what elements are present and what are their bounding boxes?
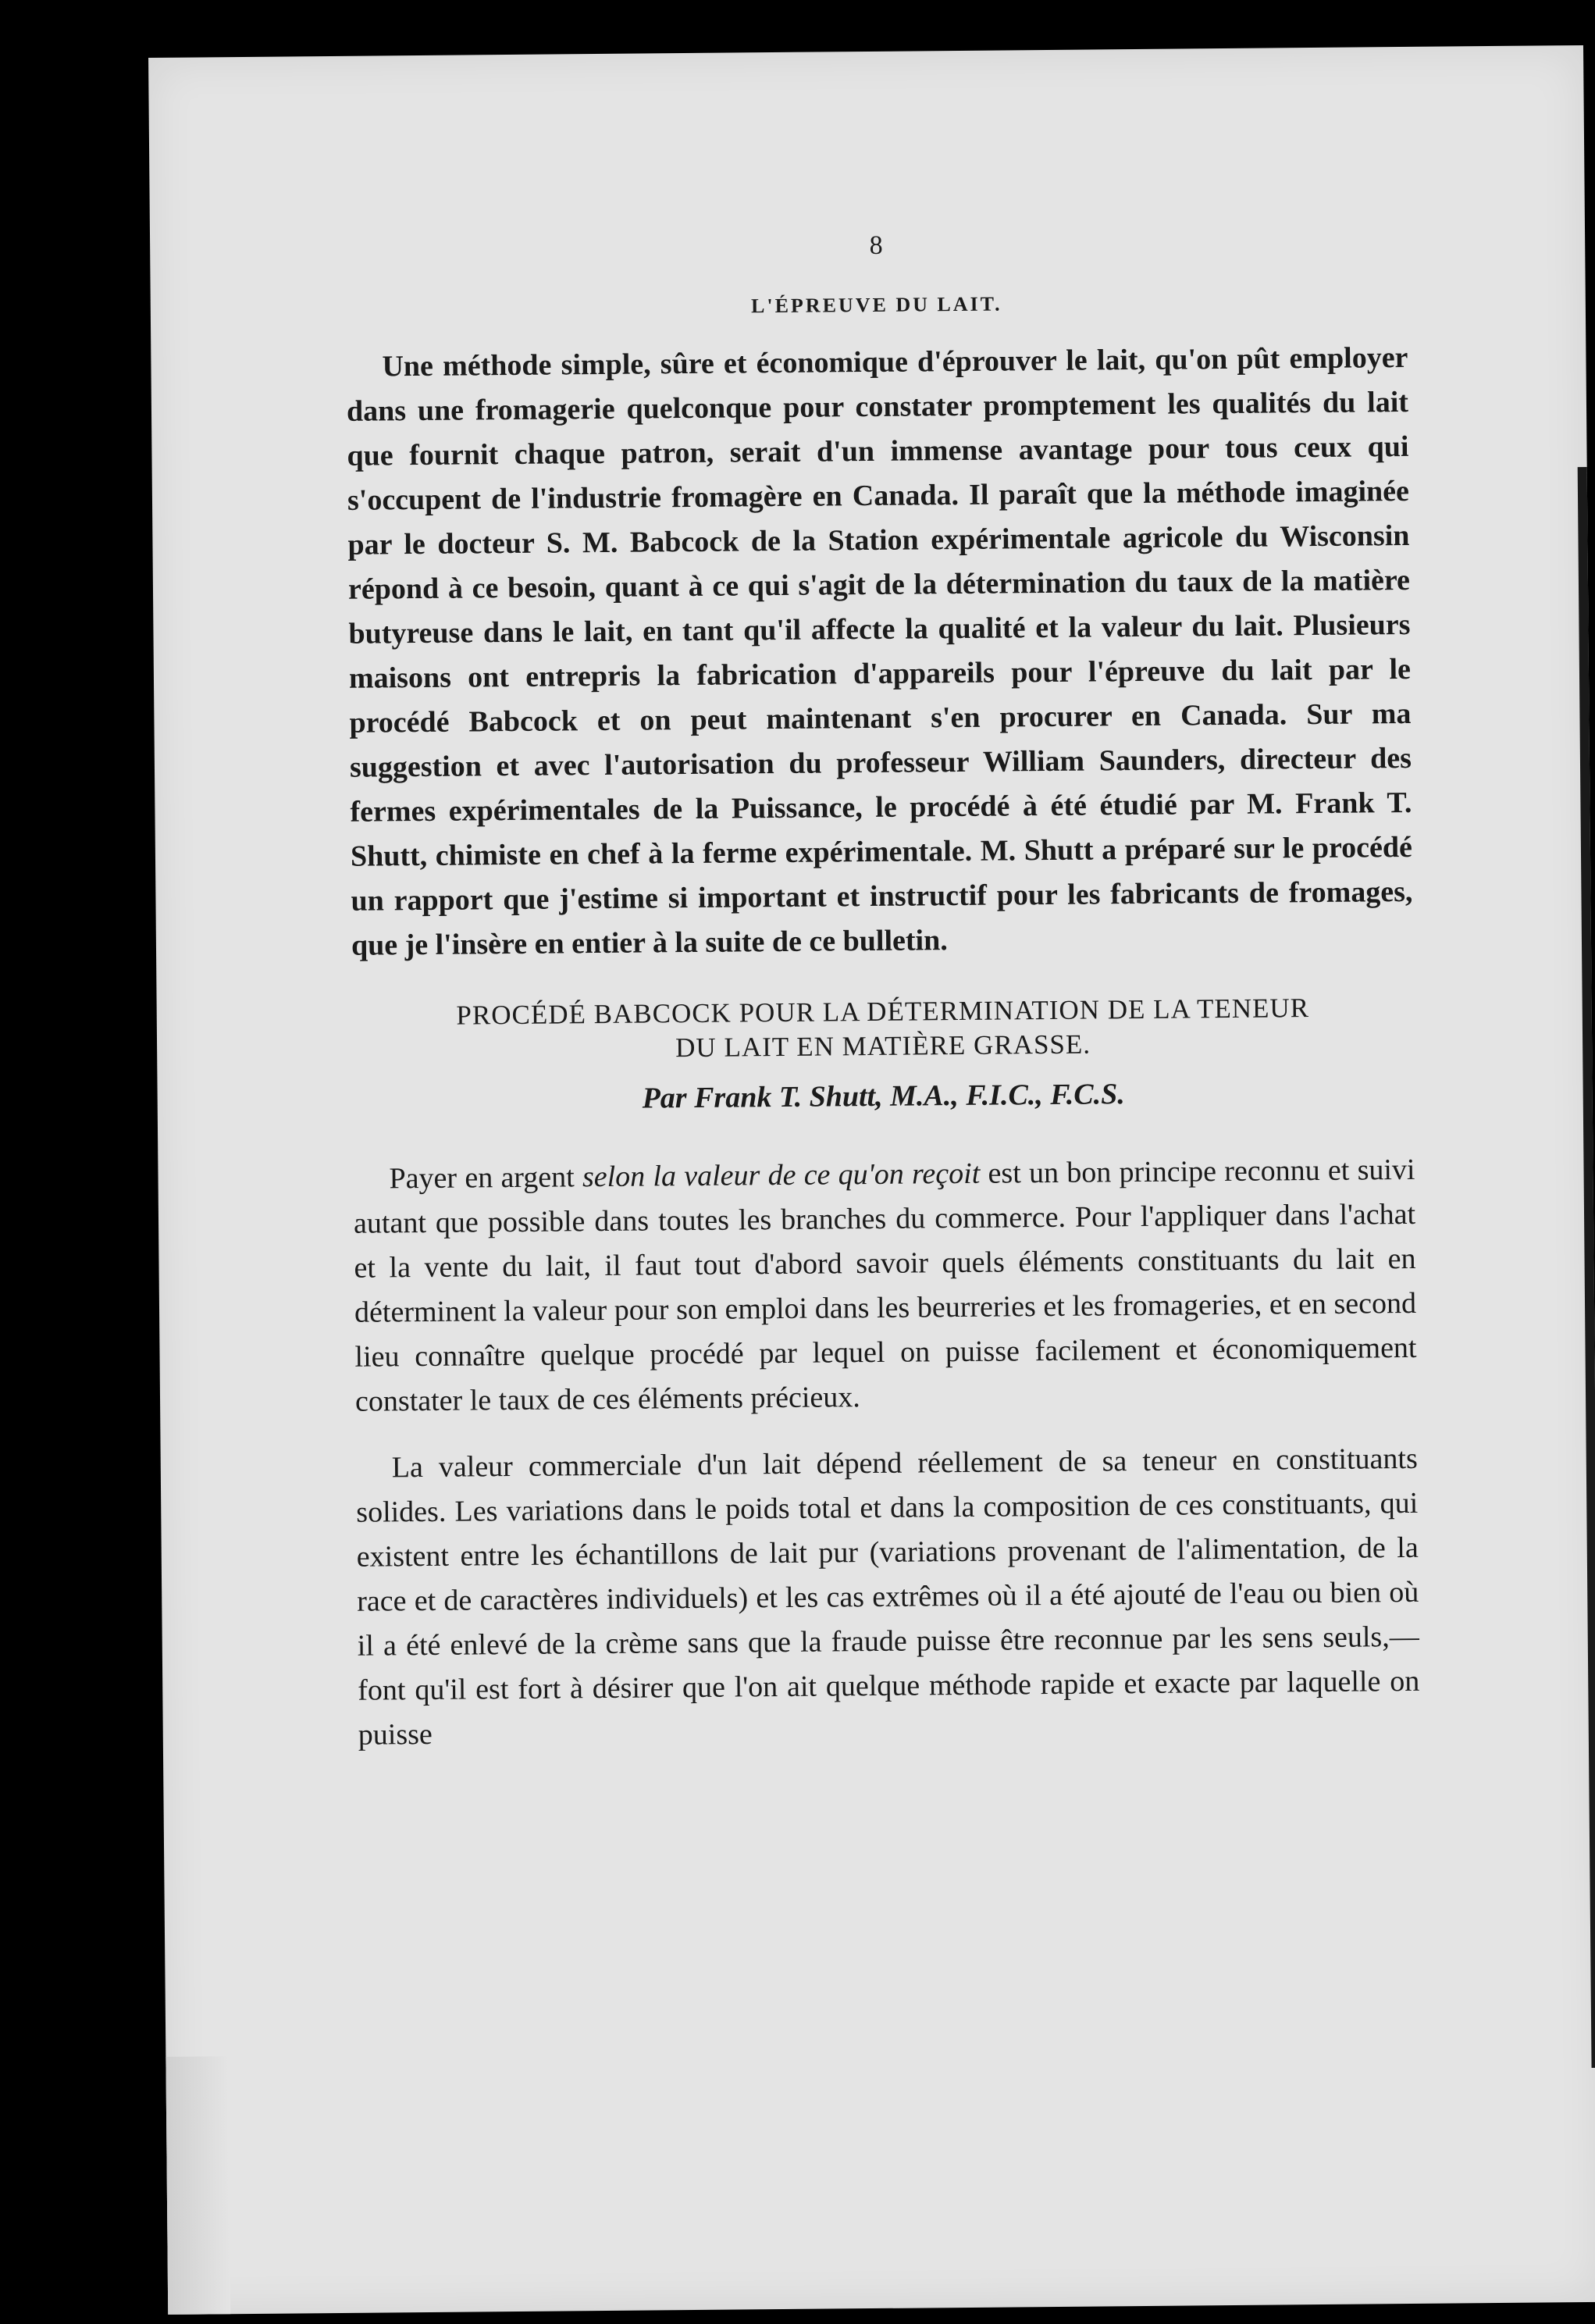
document-page [148, 45, 1595, 2315]
paragraph-lead: Payer en argent [389, 1160, 583, 1196]
emphasized-phrase: selon la valeur de ce qu'on reçoit [582, 1157, 981, 1194]
page-edge-shadow [1578, 467, 1595, 2068]
page-number: 8 [869, 230, 883, 260]
page-curl-shadow [166, 2056, 230, 2315]
paragraph-rest: est un bon principe reconnu et suivi autant que possible dans toutes les branches du commerce. Pour l'appliquer dans l'achat et la vente du lait, il faut tout d'abord savoir quels éléments constituants du lait en déterminent la valeur pour son emploi dans les beurreries et les fromageries, et en second lieu connaître quelque procédé par lequel on puisse facilement et économiquement constater le taux de ces éléments précieux. [353, 1153, 1417, 1418]
paragraph-payment-principle [353, 1148, 1417, 1424]
text-block [345, 226, 1420, 1780]
section-heading [352, 990, 1415, 1068]
author-byline: Par Frank T. Shutt, M.A., F.I.C., F.C.S. [642, 1078, 1125, 1115]
paragraph-commercial-value: La valeur commerciale d'un lait dépend réellement de sa teneur en constituants solides. Les variations dans le poids total et dans la composition de ces constituants, qui existent entre les échantillons de lait pur (variations provenant de l'alimentation, de la race et de caractères individuels) et les cas extrêmes où il a été ajouté de l'eau ou bien où il a été enlevé de la crème sans que la fraude puisse être reconnue par les sens seuls,—font qu'il est fort à désirer que l'on ait quelque méthode rapide et exacte par laquelle on puisse [356, 1442, 1420, 1752]
intro-paragraph: Une méthode simple, sûre et économique d'éprouver le lait, qu'on pût employer dans une fromagerie quelconque pour constater promptement les qualités du lait que fournit chaque patron, serait d'un immense avantage pour tous ceux qui s'occupent de l'industrie fromagère en Canada. Il paraît que la méthode imaginée par le docteur S. M. Babcock de la Station expérimentale agricole du Wisconsin répond à ce besoin, quant à ce qui s'agit de la détermination du taux de la matière butyreuse dans le lait, en tant qu'il affecte la qualité et la valeur du lait. Plusieurs maisons ont entrepris la fabrication d'appareils pour l'épreuve du lait par le procédé Babcock et on peut maintenant s'en procurer en Canada. Sur ma suggestion et avec l'autorisation du professeur William Saunders, directeur des fermes expérimentales de la Puissance, le procédé à été étudié par M. Frank T. Shutt, chimiste en chef à la ferme expérimentale. M. Shutt a préparé sur le procédé un rapport que j'estime si important et instructif pour les fabricants de fromages, que je l'insère en entier à la suite de ce bulletin. [346, 340, 1413, 962]
running-title: L'ÉPREUVE DU LAIT. [750, 292, 1002, 318]
section-heading-line-2: DU LAIT EN MATIÈRE GRASSE. [675, 1028, 1091, 1064]
section-heading-line-1: PROCÉDÉ BABCOCK POUR LA DÉTERMINATION DE LA TENEUR [456, 993, 1310, 1031]
